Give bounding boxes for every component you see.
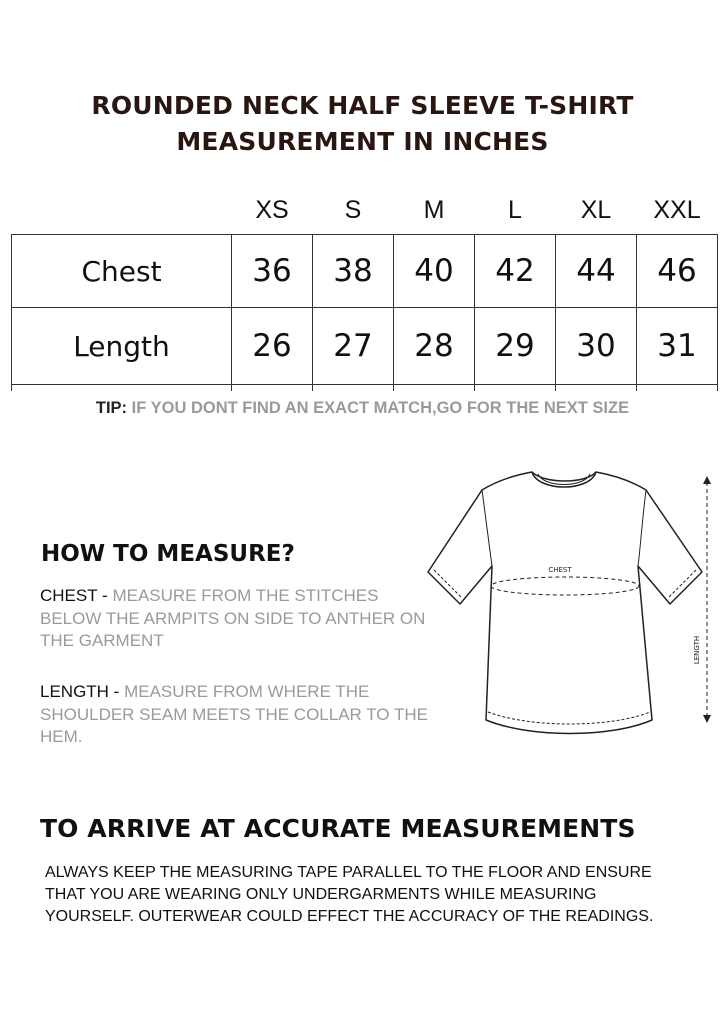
accurate-heading: TO ARRIVE AT ACCURATE MEASUREMENTS: [40, 814, 636, 843]
size-chart-table: [11, 234, 718, 391]
how-to-measure-heading: HOW TO MEASURE?: [41, 541, 295, 567]
accurate-text: ALWAYS KEEP THE MEASURING TAPE PARALLEL TO THE FLOOR AND ENSURE THAT YOU ARE WEARING ONLY UNDERGARMENTS WHILE MEASURING YOURSELF. OUTERWEAR COULD EFFECT THE ACCURACY OF THE READINGS.: [45, 864, 654, 925]
table-cell: [475, 385, 556, 392]
table-cell: 30: [556, 308, 637, 385]
table-cell: 28: [394, 308, 475, 385]
length-text: MEASURE FROM WHERE THE SHOULDER SEAM MEETS THE COLLAR TO THE HEM.: [40, 682, 428, 746]
size-header-m: M: [423, 196, 445, 224]
chest-term: CHEST -: [40, 586, 108, 605]
table-cell: 38: [313, 235, 394, 308]
tip-label: TIP:: [95, 399, 128, 417]
table-cell: 42: [475, 235, 556, 308]
tshirt-outline-icon: [428, 472, 702, 734]
table-cell: [637, 385, 718, 392]
table-cell: 36: [232, 235, 313, 308]
chest-instruction: [40, 585, 440, 653]
tip-text: IF YOU DONT FIND AN EXACT MATCH,GO FOR THE NEXT SIZE: [131, 399, 630, 417]
title-line-1: ROUNDED NECK HALF SLEEVE T-SHIRT: [91, 91, 634, 120]
tip-line: [0, 399, 725, 418]
table-row-length: [12, 308, 718, 385]
arrow-up-icon: [703, 476, 711, 484]
table-row-stub: [12, 385, 718, 392]
size-header-s: S: [344, 196, 362, 224]
table-cell: 27: [313, 308, 394, 385]
chest-measure-line: [491, 577, 639, 595]
row-label-length: Length: [12, 308, 232, 385]
title-line-2: MEASUREMENT IN INCHES: [176, 127, 549, 156]
table-cell: [313, 385, 394, 392]
size-header-xs: XS: [255, 196, 289, 224]
size-header-row: [0, 196, 725, 230]
table-cell: 29: [475, 308, 556, 385]
table-cell: [394, 385, 475, 392]
table-row-chest: [12, 235, 718, 308]
arrow-down-icon: [703, 715, 711, 723]
table-cell: 40: [394, 235, 475, 308]
row-label-chest: Chest: [12, 235, 232, 308]
size-header-l: L: [508, 196, 522, 224]
page-title: [0, 88, 725, 160]
table-cell: 46: [637, 235, 718, 308]
size-header-xxl: XXL: [653, 196, 701, 224]
length-instruction: [40, 681, 440, 749]
table-cell: 26: [232, 308, 313, 385]
chest-diagram-label: CHEST: [548, 566, 572, 574]
chest-text: MEASURE FROM THE STITCHES BELOW THE ARMPITS ON SIDE TO ANTHER ON THE GARMENT: [40, 586, 426, 650]
length-term: LENGTH -: [40, 682, 120, 701]
table-cell: 31: [637, 308, 718, 385]
tshirt-diagram: [420, 462, 720, 752]
size-header-xl: XL: [580, 196, 612, 224]
length-diagram-label: LENGTH: [693, 635, 701, 665]
table-cell: [12, 385, 232, 392]
table-cell: [556, 385, 637, 392]
table-cell: 44: [556, 235, 637, 308]
table-cell: [232, 385, 313, 392]
